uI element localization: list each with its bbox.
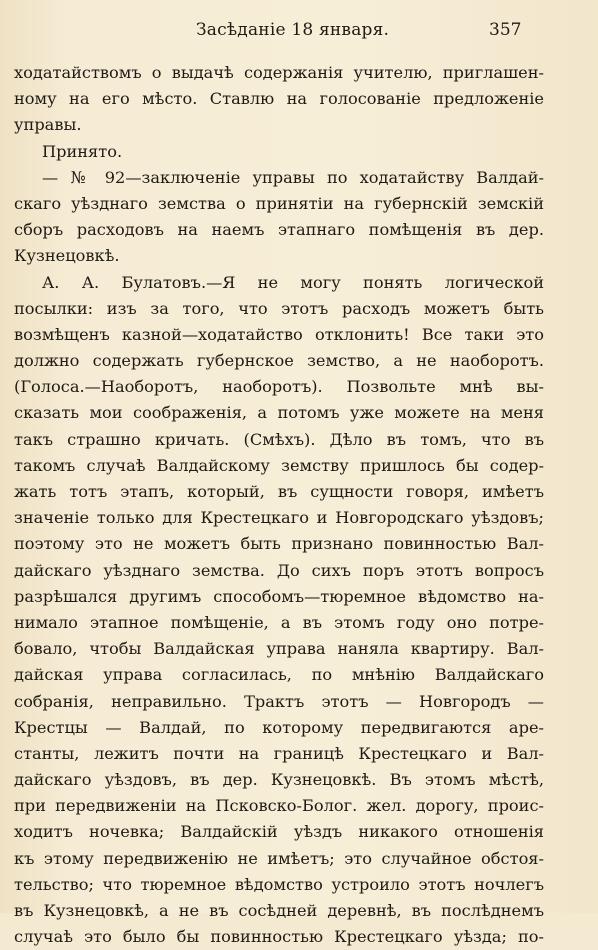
text-line: (Голоса.—Наоборотъ, наоборотъ). Позвольте мнѣ вы- (14, 377, 544, 397)
text-line: собранія, неправильно. Трактъ этотъ — Новгородъ — (14, 691, 544, 711)
text-line: нимало этапное помѣщеніе, а въ этомъ году оно потре- (14, 612, 544, 632)
text-line: — № 92—заключеніе управы по ходатайству Валдай- (42, 167, 544, 187)
text-line: при передвиженіи на Псковско-Болог. жел. дорогу, проис- (14, 796, 544, 816)
text-line: ходитъ ночевка; Валдайскій уѣздъ никакого отношенія (14, 822, 544, 842)
text-line: случаѣ это было бы повинностью Крестецкаго уѣзда; по- (14, 927, 544, 947)
text-line: тельство; что тюремное вѣдомство устроило этотъ ночлегъ (14, 874, 544, 894)
text-line: дайскаго уѣзднаго земства. До сихъ поръ этотъ вопросъ (14, 560, 544, 580)
text-line: скаго уѣзднаго земства о принятіи на губернскій земскій (14, 193, 544, 213)
text-line: поэтому это не можетъ быть признано повинностью Вал- (14, 534, 544, 554)
text-line: сказать мои соображенія, а потомъ уже можете на меня (14, 403, 544, 423)
text-line: значеніе только для Крестецкаго и Новгородскаго уѣздовъ; (14, 508, 544, 528)
text-line: бовало, чтобы Валдайская управа наняла квартиру. Вал- (14, 639, 544, 659)
text-line: А. А. Булатовъ.—Я не могу понять логической (42, 272, 544, 292)
body-text (14, 60, 544, 950)
text-line: Крестцы — Валдай, по которому передвигаются аре- (14, 717, 544, 737)
text-line: такомъ случаѣ Валдайскому земству пришлось бы содер- (14, 455, 544, 475)
text-line: возмѣщенъ казной—ходатайство отклонить! Все таки это (14, 324, 544, 344)
text-line: сборъ расходовъ на наемъ этапнаго помѣщенія въ дер. (14, 220, 544, 240)
text-line: станты, лежитъ почти на границѣ Крестецкаго и Вал- (14, 743, 544, 763)
text-line: разрѣшался другимъ способомъ—тюремное вѣдомство на- (14, 586, 544, 606)
running-head (0, 18, 598, 42)
text-line: въ Кузнецовкѣ, а не въ сосѣдней деревнѣ, въ послѣднемъ (14, 901, 544, 920)
running-title: Засѣданіе 18 января. (196, 20, 390, 40)
text-line: управы. (14, 115, 82, 135)
text-line: жать тотъ этапъ, который, въ сущности говоря, имѣетъ (14, 482, 544, 501)
text-line: ходатайствомъ о выдачѣ содержанія учителю, приглашен- (14, 63, 544, 82)
page-number: 357 (489, 20, 522, 40)
text-line: такъ страшно кричать. (Смѣхъ). Дѣло въ томъ, что въ (14, 429, 544, 449)
text-line: Кузнецовкѣ. (14, 246, 120, 266)
text-line: дайскаго уѣздовъ, въ дер. Кузнецовкѣ. Въ этомъ мѣстѣ, (14, 770, 544, 790)
text-line: должно содержать губернское земство, а не наоборотъ. (14, 351, 544, 371)
text-line: ному на его мѣсто. Ставлю на голосованіе предложеніе (14, 89, 544, 109)
text-line: Принято. (42, 141, 123, 161)
text-line: къ этому передвиженію не имѣетъ; это случайное обстоя- (14, 848, 544, 868)
text-line: дайская управа согласилась, по мнѣнію Валдайскаго (14, 665, 544, 685)
text-line: посылки: изъ за того, что этотъ расходъ можетъ быть (14, 298, 544, 318)
